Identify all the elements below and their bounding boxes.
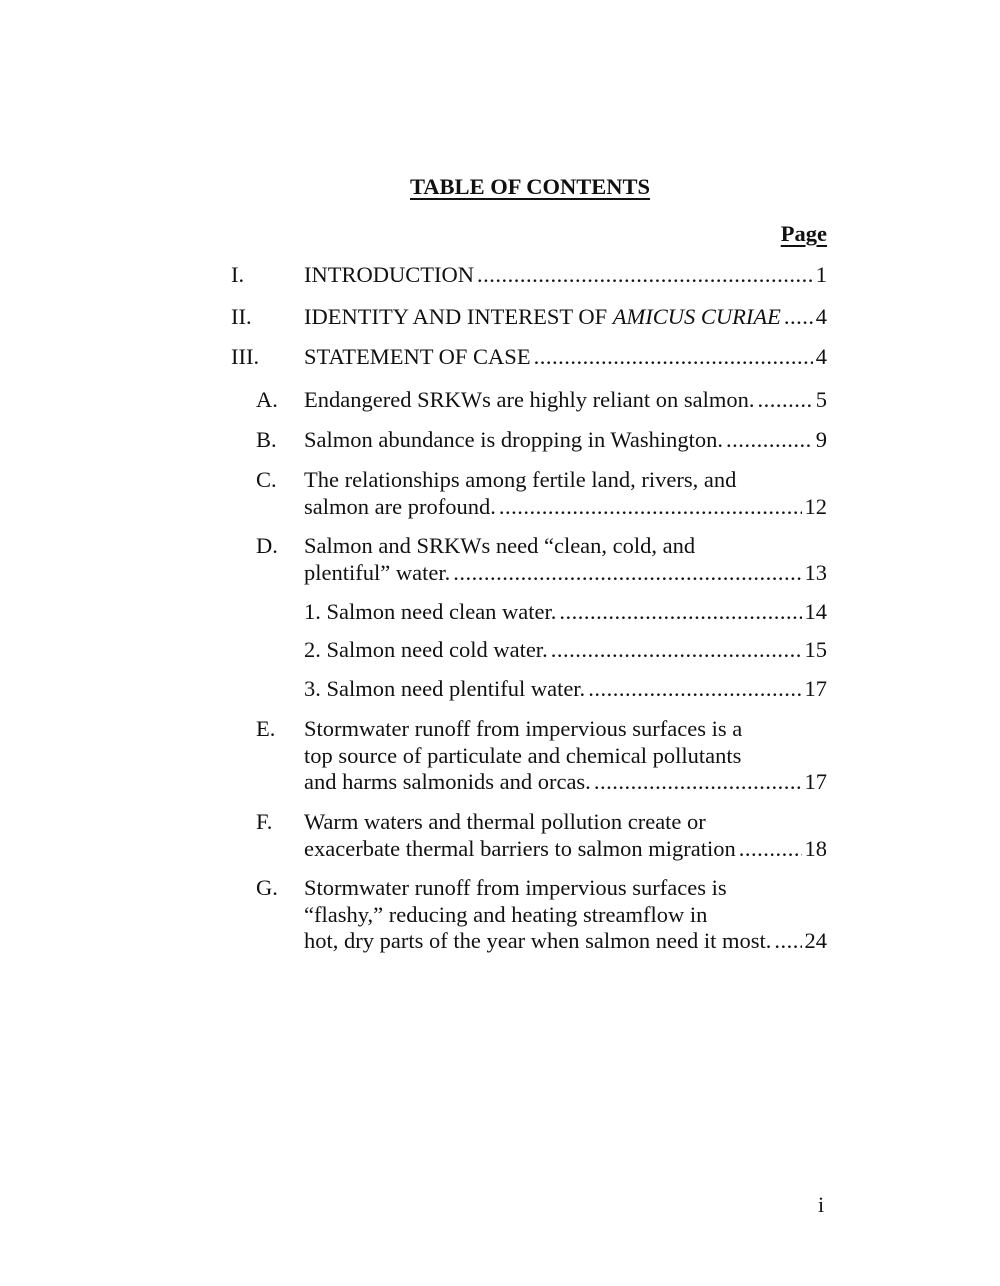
entry-label: G.	[256, 875, 278, 900]
entry-text-italic: AMICUS CURIAE	[612, 304, 781, 329]
entry-label: E.	[256, 716, 276, 741]
entry-text: and harms salmonids and orcas.	[304, 769, 591, 794]
dot-leader	[774, 928, 801, 955]
entry-page: 14	[804, 599, 827, 624]
entry-text: STATEMENT OF CASE	[304, 344, 531, 369]
dot-leader	[559, 599, 801, 626]
entry-text: Salmon abundance is dropping in Washington.	[304, 427, 723, 452]
entry-page: 1	[815, 262, 827, 287]
dot-leader	[453, 560, 801, 587]
dot-leader	[594, 769, 802, 796]
entry-text: plentiful” water.	[304, 559, 451, 585]
dot-leader	[739, 836, 802, 863]
dot-leader	[588, 676, 801, 703]
entry-label: B.	[256, 427, 277, 452]
entry-page: 4	[815, 304, 827, 329]
entry-text: Endangered SRKWs are highly reliant on salmon.	[304, 387, 755, 412]
entry-text: Salmon and SRKWs need “clean, cold, and	[304, 533, 696, 558]
entry-label: III.	[231, 344, 260, 369]
entry-text: 3. Salmon need plentiful water.	[304, 676, 586, 701]
entry-text: Stormwater runoff from impervious surfaces is a	[304, 716, 743, 741]
entry-text: 2. Salmon need cold water.	[304, 637, 548, 662]
entry-page: 4	[815, 344, 827, 369]
entry-text: 1. Salmon need clean water.	[304, 599, 557, 624]
toc-title: TABLE OF CONTENTS	[409, 174, 651, 199]
entry-text: Warm waters and thermal pollution create or	[304, 809, 706, 834]
entry-label: I.	[231, 262, 245, 287]
dot-leader	[551, 637, 802, 664]
entry-text: The relationships among fertile land, rivers, and	[304, 467, 737, 492]
entry-label: A.	[256, 387, 278, 412]
entry-page: 17	[804, 676, 827, 701]
entry-label: F.	[256, 809, 273, 834]
entry-page: 9	[815, 427, 827, 452]
entry-page: 17	[804, 769, 827, 794]
page-number: i	[818, 1192, 825, 1217]
entry-label: C.	[256, 467, 277, 492]
dot-leader	[534, 344, 813, 371]
entry-page: 13	[804, 559, 827, 585]
entry-text: Stormwater runoff from impervious surfaces is	[304, 875, 727, 900]
entry-page: 24	[804, 928, 827, 953]
entry-text: hot, dry parts of the year when salmon need it most.	[304, 928, 772, 953]
entry-page: 18	[804, 835, 827, 861]
entry-text: exacerbate thermal barriers to salmon migration	[304, 835, 736, 861]
entry-page: 12	[804, 493, 827, 519]
dot-leader	[784, 304, 813, 331]
dot-leader	[499, 494, 802, 521]
dot-leader	[726, 427, 813, 454]
entry-label: D.	[256, 533, 278, 558]
dot-leader	[758, 387, 813, 414]
entry-page: 5	[815, 387, 827, 412]
entry-text-plain: IDENTITY AND INTEREST OF	[304, 304, 613, 329]
entry-label: II.	[231, 304, 252, 329]
page-column-header: Page	[780, 221, 827, 246]
entry-text: top source of particulate and chemical pollutants	[304, 742, 742, 768]
entry-text: INTRODUCTION	[304, 262, 474, 287]
entry-text: salmon are profound.	[304, 493, 496, 519]
entry-text: “flashy,” reducing and heating streamflow in	[304, 901, 708, 927]
entry-text	[304, 304, 781, 331]
dot-leader	[477, 262, 813, 289]
entry-page: 15	[804, 637, 827, 662]
